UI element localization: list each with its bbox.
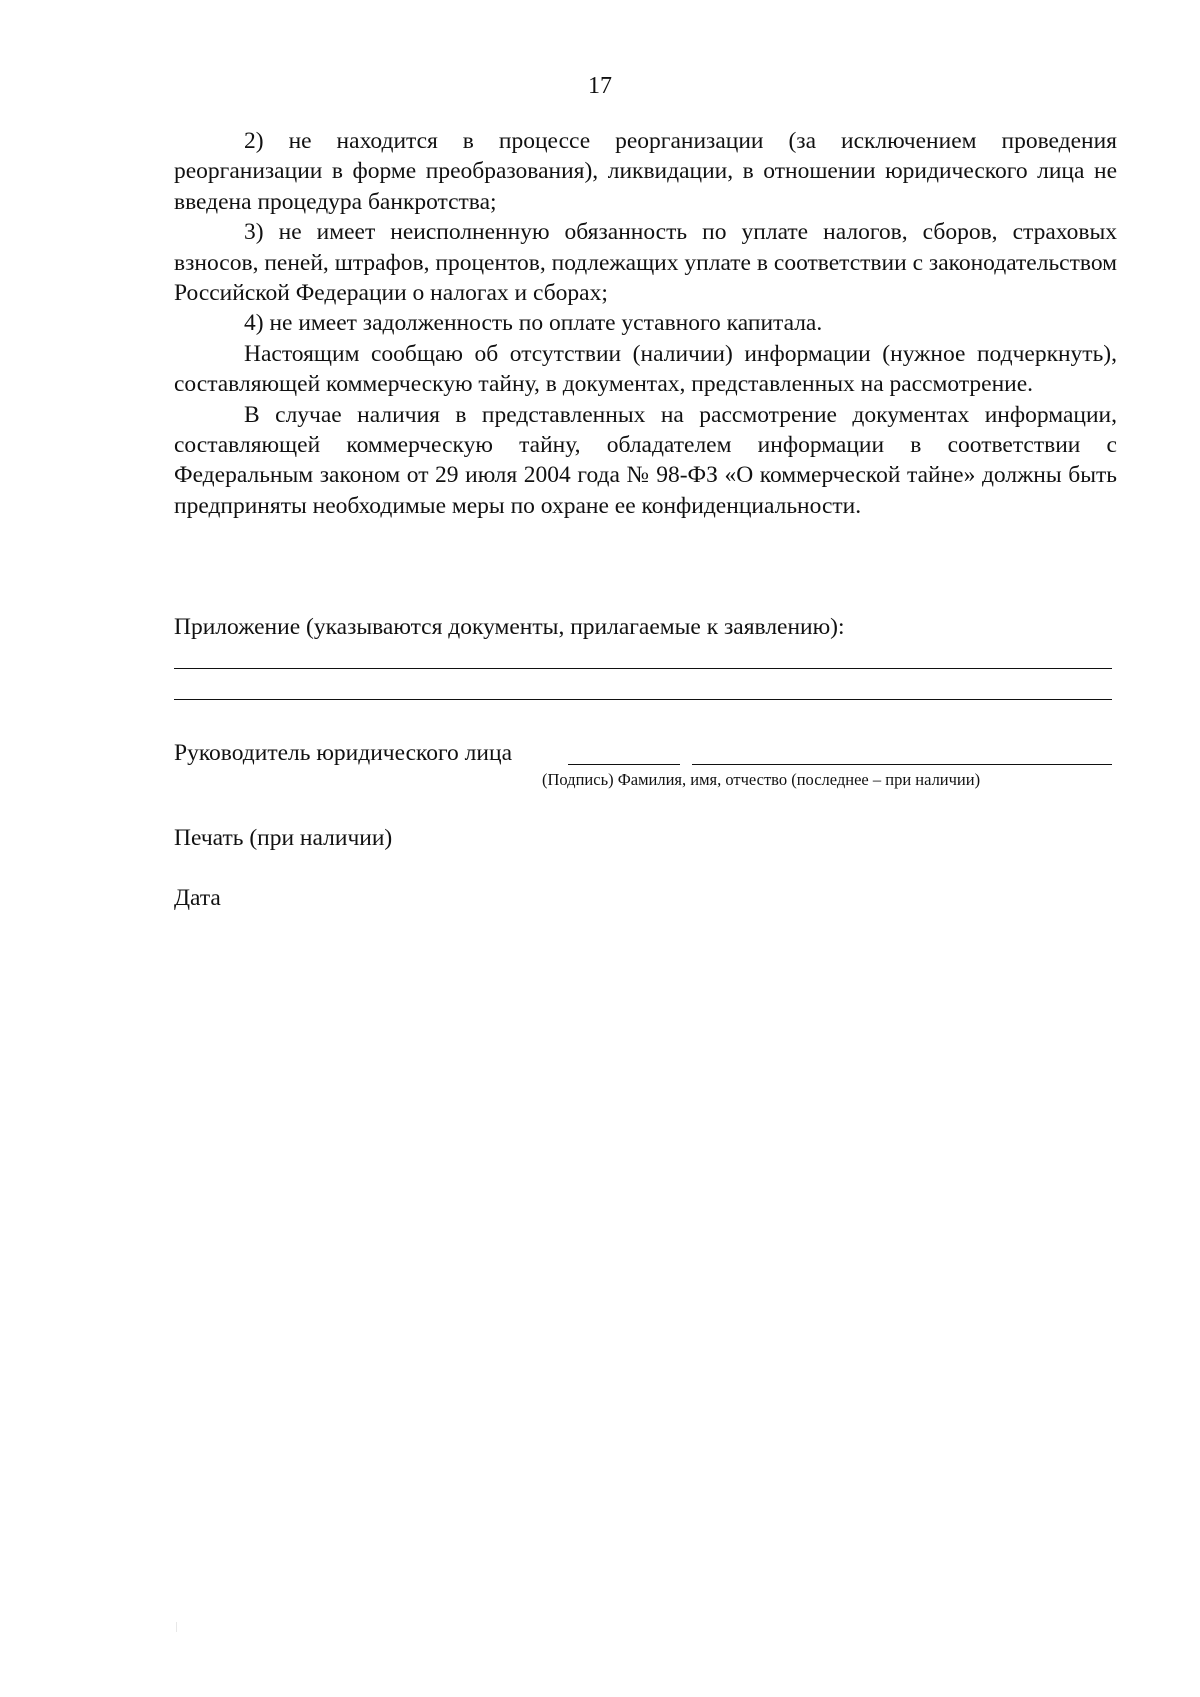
head-signature-row: [174, 737, 1117, 771]
signature-caption: (Подпись) Фамилия, имя, отчество (последнее – при наличии): [542, 770, 981, 789]
attachment-label: Приложение (указываются документы, прилагаемые к заявлению):: [174, 614, 845, 640]
attachment-blank-line: [174, 699, 1112, 700]
paragraph-commercial-secret-notice: Настоящим сообщаю об отсутствии (наличии) информации (нужное подчеркнуть), составляющей коммерческую тайну, в документах, представленных на рассмотрение.: [174, 340, 1117, 398]
attachment-blank-line: [174, 668, 1112, 669]
paragraph-reorganization-status: 2) не находится в процессе реорганизации (за исключением проведения реорганизации в форме преобразования), ликвидации, в отношении юридического лица не введена процедура банкротства;: [174, 128, 1117, 215]
date-label: Дата: [174, 885, 221, 911]
page-number: 17: [588, 73, 612, 99]
paragraph-capital-debt: 4) не имеет задолженность по оплате уставного капитала.: [244, 310, 823, 337]
signature-blank-line: [568, 764, 680, 765]
document-body: [174, 126, 1117, 521]
paragraph-confidentiality-measures: В случае наличия в представленных на рассмотрение документах информации, составляющей коммерческую тайну, обладателем информации в соответствии с Федеральным законом от 29 июля 2004 года № 98-ФЗ «О коммерческой тайне» должны быть предприняты необходимые меры по охране ее конфиденциальности.: [174, 401, 1117, 519]
paragraph-tax-obligations: 3) не имеет неисполненную обязанность по уплате налогов, сборов, страховых взносов, пеней, штрафов, процентов, подлежащих уплате в соответствии с законодательством Российской Федерации о налогах и сборах;: [174, 219, 1117, 307]
scan-mark: [176, 1622, 177, 1632]
stamp-label: Печать (при наличии): [174, 825, 393, 851]
head-label: Руководитель юридического лица: [174, 740, 512, 766]
full-name-blank-line: [692, 764, 1112, 765]
